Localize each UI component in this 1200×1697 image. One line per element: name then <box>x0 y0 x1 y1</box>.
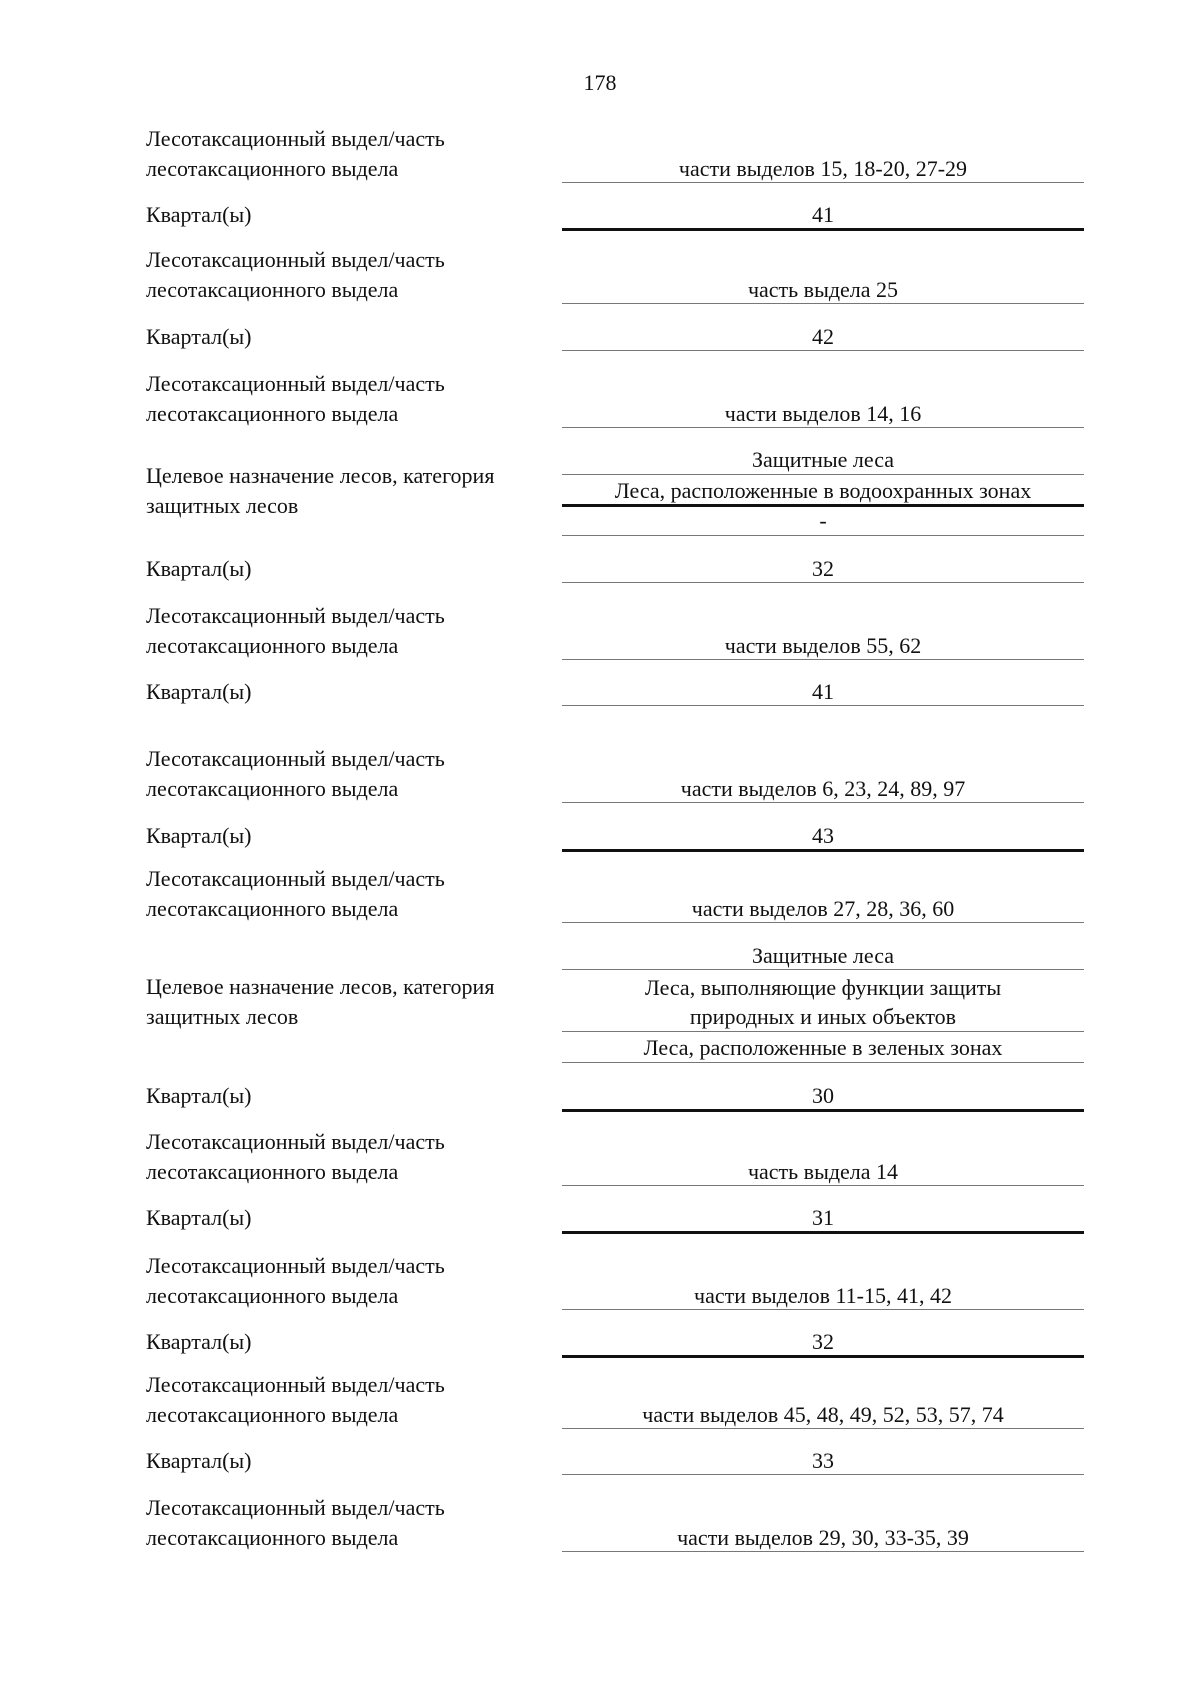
vydel-label: Лесотаксационный выдел/часть <box>146 247 445 272</box>
kvartal-value: 30 <box>812 1083 834 1108</box>
vydel-label-cont: лесотаксационного выдела <box>146 1402 399 1427</box>
kvartal-value: 31 <box>812 1205 834 1230</box>
value-underline <box>562 1428 1084 1429</box>
value-underline <box>562 474 1084 475</box>
value-underline <box>562 922 1084 923</box>
vydel-label-cont: лесотаксационного выдела <box>146 1159 399 1184</box>
kvartal-label: Квартал(ы) <box>146 202 252 227</box>
value-underline <box>562 1109 1084 1112</box>
value-underline <box>562 427 1084 428</box>
vydel-value: части выделов 45, 48, 49, 52, 53, 57, 74 <box>642 1402 1004 1427</box>
vydel-label-cont: лесотаксационного выдела <box>146 1525 399 1550</box>
value-underline <box>562 659 1084 660</box>
value-underline <box>562 849 1084 852</box>
value-underline <box>562 303 1084 304</box>
vydel-label: Лесотаксационный выдел/часть <box>146 746 445 771</box>
value-underline <box>562 1231 1084 1234</box>
vydel-label: Лесотаксационный выдел/часть <box>146 1129 445 1154</box>
purpose-category: Леса, расположенные в водоохранных зонах <box>614 478 1032 503</box>
vydel-value: части выделов 55, 62 <box>724 633 922 658</box>
vydel-label-cont: лесотаксационного выдела <box>146 277 399 302</box>
vydel-value: части выделов 29, 30, 33-35, 39 <box>677 1525 969 1550</box>
vydel-label-cont: лесотаксационного выдела <box>146 1283 399 1308</box>
purpose-label-cont: защитных лесов <box>146 493 299 518</box>
value-underline <box>562 1355 1084 1358</box>
kvartal-value: 43 <box>812 823 834 848</box>
kvartal-label: Квартал(ы) <box>146 556 252 581</box>
vydel-value: части выделов 6, 23, 24, 89, 97 <box>680 776 966 801</box>
value-underline <box>562 535 1084 536</box>
purpose-category: Леса, выполняющие функции защиты <box>644 975 1002 1000</box>
value-underline <box>562 1474 1084 1475</box>
vydel-value: части выделов 11-15, 41, 42 <box>694 1283 952 1308</box>
kvartal-value: 32 <box>812 1329 834 1354</box>
kvartal-label: Квартал(ы) <box>146 324 252 349</box>
kvartal-label: Квартал(ы) <box>146 679 252 704</box>
vydel-value: части выделов 14, 16 <box>724 401 922 426</box>
vydel-label: Лесотаксационный выдел/часть <box>146 603 445 628</box>
vydel-value: часть выдела 14 <box>747 1159 899 1184</box>
purpose-subcategory: - <box>819 508 827 533</box>
vydel-label: Лесотаксационный выдел/часть <box>146 1253 445 1278</box>
vydel-value: части выделов 27, 28, 36, 60 <box>691 896 955 921</box>
value-underline <box>562 228 1084 231</box>
vydel-value: части выделов 15, 18-20, 27-29 <box>678 156 968 181</box>
kvartal-value: 33 <box>812 1448 834 1473</box>
purpose-label-cont: защитных лесов <box>146 1004 299 1029</box>
page-number: 178 <box>583 70 617 95</box>
vydel-label-cont: лесотаксационного выдела <box>146 156 399 181</box>
vydel-label: Лесотаксационный выдел/часть <box>146 1372 445 1397</box>
vydel-label: Лесотаксационный выдел/часть <box>146 866 445 891</box>
value-underline <box>562 705 1084 706</box>
purpose-label: Целевое назначение лесов, категория <box>146 463 495 488</box>
vydel-label: Лесотаксационный выдел/часть <box>146 126 445 151</box>
purpose-category-cont: природных и иных объектов <box>689 1004 957 1029</box>
kvartal-label: Квартал(ы) <box>146 1205 252 1230</box>
kvartal-value: 32 <box>812 556 834 581</box>
purpose-value: Защитные леса <box>751 447 895 472</box>
vydel-value: часть выдела 25 <box>747 277 899 302</box>
value-underline <box>562 182 1084 183</box>
vydel-label-cont: лесотаксационного выдела <box>146 633 399 658</box>
value-underline <box>562 1031 1084 1032</box>
kvartal-value: 41 <box>812 202 834 227</box>
vydel-label: Лесотаксационный выдел/часть <box>146 1495 445 1520</box>
value-underline <box>562 1062 1084 1063</box>
purpose-value: Защитные леса <box>751 943 895 968</box>
value-underline <box>562 582 1084 583</box>
value-underline <box>562 1185 1084 1186</box>
value-underline <box>562 1551 1084 1552</box>
kvartal-value: 42 <box>812 324 834 349</box>
kvartal-label: Квартал(ы) <box>146 1083 252 1108</box>
vydel-label-cont: лесотаксационного выдела <box>146 776 399 801</box>
vydel-label: Лесотаксационный выдел/часть <box>146 371 445 396</box>
kvartal-value: 41 <box>812 679 834 704</box>
value-underline <box>562 350 1084 351</box>
vydel-label-cont: лесотаксационного выдела <box>146 896 399 921</box>
value-underline <box>562 802 1084 803</box>
vydel-label-cont: лесотаксационного выдела <box>146 401 399 426</box>
kvartal-label: Квартал(ы) <box>146 1448 252 1473</box>
value-underline <box>562 969 1084 970</box>
kvartal-label: Квартал(ы) <box>146 1329 252 1354</box>
kvartal-label: Квартал(ы) <box>146 823 252 848</box>
purpose-label: Целевое назначение лесов, категория <box>146 974 495 999</box>
value-underline <box>562 1309 1084 1310</box>
purpose-subcategory: Леса, расположенные в зеленых зонах <box>643 1035 1003 1060</box>
